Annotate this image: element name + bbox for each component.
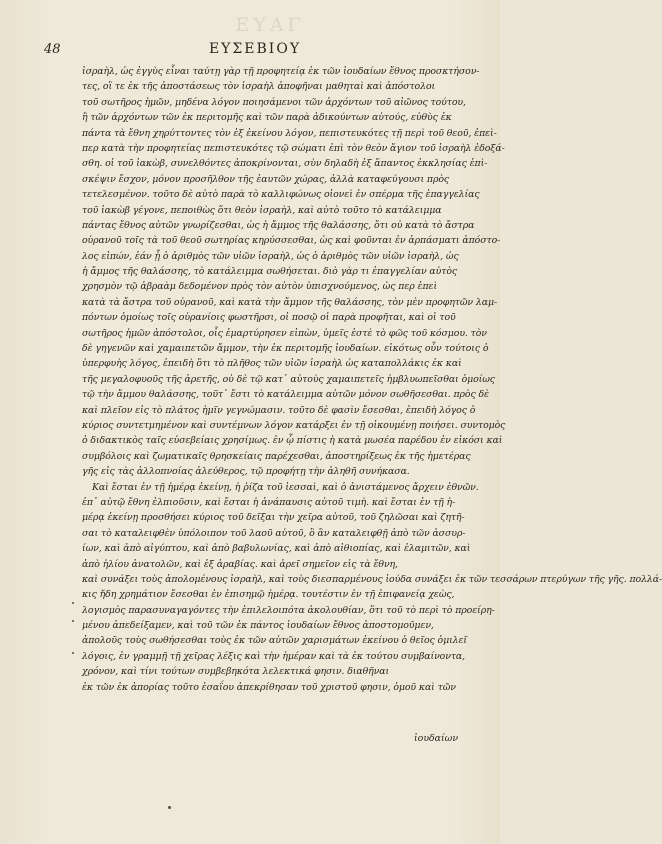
text-line: ἐκ τῶν ἐκ ἀπορίας τοῦτο ἐσαΐου ἀπεκρίθησαν τοῦ χριστοῦ φησιν, ὁμοῦ καὶ τῶν <box>82 681 456 693</box>
text-line: ἀπὸ ἡλίου ἀνατολῶν, καὶ ἐξ ἀραβίας. καὶ ἀρεῖ σημεῖον εἰς τὰ ἔθνη, <box>82 558 398 570</box>
text-line: συμβόλοις καὶ ζωματικαῖς θρησκείαις παρέχεσθαι, ἀποστηρίξεως ἐκ τῆς ἡμετέρας <box>82 450 471 462</box>
text-line: κύριος συντετμημένον καὶ συντέμνων λόγον κατάρξει ἐν τῇ οἰκουμένῃ ποιήσει. συντομὸς <box>82 419 506 431</box>
text-line: μένου ἀπεδείξαμεν, καὶ τοῦ τῶν ἐκ πάντος ἰουδαίων ἔθνος ἀποστομοῦμεν, <box>82 620 434 632</box>
text-line: σκέψιν ἔσχον, μόνον προσῆλθον τῆς ἑαυτῶν χώρας, ἀλλὰ καταφεύγουσι πρὸς <box>82 173 450 185</box>
text-line: ὁ διδακτικὸς ταῖς εὐσεβείαις χρησίμως. ἐν ᾧ πίστις ἡ κατὰ μωσέα παρέδου ἐν εἰκόσι καὶ <box>82 435 503 447</box>
text-line: τῷ τὴν ἄμμου θαλάσσης, τοῦτ᾽ ἔστι τὸ κατάλειμμα αὐτῶν μόνον σωθῆσεσθαι. πρὸς δὲ <box>82 389 489 401</box>
text-line: πάντας ἔθνος αὐτῶν γνωρίζεσθαι, ὡς ἡ ἄμμος τῆς θαλάσσης, ὅτι οὐ κατὰ τὸ ἄστρα <box>82 219 475 231</box>
text-line: σαι τὸ καταλειφθὲν ὑπόλοιπον τοῦ λαοῦ αὐτοῦ, ὃ ἂν καταλειφθῇ ἀπὸ τῶν ἀσσυρ- <box>82 527 466 539</box>
text-line: σθη. οἱ τοῦ ἰακὼβ, συνελθόντες ἀποκρίνονται, σὺν δηλαδὴ ἐξ ἅπαντος ἐκκλησίας ἐπὶ- <box>82 158 488 170</box>
bleed-through-text: ΕΥΑΓ <box>235 14 305 36</box>
page-number: 48 <box>44 42 61 57</box>
text-line: οὐρανοῦ τοῖς τὰ τοῦ θεοῦ σωτηρίας κηρύσσεσθαι, ὡς καὶ φοῦνται ἐν ἁρπάσματι ἀπόστο- <box>82 235 501 247</box>
text-line: ἐπ᾽ αὐτῷ ἔθνη ἐλπιοῦσιν, καὶ ἔσται ἡ ἀνάπαυσις αὐτοῦ τιμὴ. καὶ ἔσται ἐν τῇ ἡ- <box>82 496 456 508</box>
ink-speck <box>72 652 74 654</box>
text-line: χρησμὸν τῷ ἀβραὰμ δεδομένον πρὸς τὸν αὐτὸν ὑπισχνούμενος, ὡς περ ἐπεὶ <box>82 281 438 293</box>
text-line: ἰσραὴλ, ὡς ἐγγὺς εἶναι ταύτῃ γὰρ τῇ προφητείᾳ ἐκ τῶν ἰουδαίων ἔθνος προσκτήσον- <box>82 66 480 77</box>
text-line: κις ἤδη χρημάτιον ἔσεσθαι ἐν ἐπισημῷ ἡμέρᾳ. τουτέστιν ἐν τῇ ἐπιφανείᾳ χεὼς, <box>82 589 455 601</box>
text-line: περ κατὰ τὴν προφητείας πεπιστευκότες τῷ σώματι ἐπὶ τὸν θεὸν ἅγιον τοῦ ἰσραὴλ ἐδοξά- <box>82 142 505 154</box>
text-line: πόντων ὁμοίως τοῖς οὐρανίοις φωστῆρσι, οἱ ποσῷ οἱ παρὰ προφῆται, καὶ οἱ τοῦ <box>82 312 456 324</box>
text-line: γῆς εἰς τὰς ἀλλοπνοίας ἀλεύθερος, τῷ προφήτῃ τὴν ἀληθῆ συνήκασα. <box>82 466 410 478</box>
text-line: δὲ γηγενῶν καὶ χαμαιπετῶν ἄμμον, τὴν ἐκ περιτομῆς ἰουδαίων. εἰκότως οὖν τούτοις ὁ <box>82 343 489 355</box>
text-line: ίων, καὶ ἀπὸ αἰγύπτου, καὶ ἀπὸ βαβυλωνίας, καὶ ἀπὸ αἰθιοπίας, καὶ ἐλαμιτῶν, καὶ <box>82 543 471 555</box>
body-text <box>82 64 662 695</box>
text-line: καὶ συνάξει τοὺς ἀπολομένους ἰσραὴλ, καὶ τοὺς διεσπαρμένους ἰούδα συνάξει ἐκ τῶν τεσσάρων πτερύγων τῆς γῆς. πολλά- <box>82 573 662 585</box>
text-line: λογισμὸς παρασυναγαγόντες τὴν ἐπιλελοιπότα ἀκολουθίαν, ὅτι τοῦ τὸ περὶ τὸ προείρη- <box>82 604 495 616</box>
catchword: ἰουδαίων <box>414 733 459 744</box>
text-line: τῆς μεγαλοφυοῦς τῆς ἀρετῆς, οὐ δὲ τῷ κατ᾽ αὐτοὺς χαμαιπετεῖς ἠμβλυωπεῖσθαι ὁμοίως <box>82 373 495 385</box>
text-line: καὶ πλεῖον εἰς τὸ πλάτος ἡμῖν γεγνώμασιν. τοῦτο δὲ φασὶν ἔσεσθαι, ἐπειδὴ λόγος ὁ <box>82 404 476 416</box>
ink-speck <box>72 620 74 622</box>
text-line: τοῦ ἰακὼβ γέγονε, πεποιθὼς ὅτι θεὸν ἰσραὴλ, καὶ αὐτὸ τοῦτο τὸ κατάλειμμα <box>82 204 442 216</box>
text-line: λος εἰπών, ἐάν ᾖ ὁ ἀριθμὸς τῶν υἱῶν ἰσραὴλ, ὡς ὁ ἀριθμὸς τῶν υἱῶν ἰσραὴλ, ὡς <box>82 250 459 262</box>
text-line: χρόνον, καὶ τίνι τούτων συμβεβηκότα λελεκτικά φησιν. διαθῆναι <box>82 666 390 678</box>
text-line: πάντα τὰ ἔθνη χηρύττοντες τὸν ἐξ ἐκείνου λόγον, πεπιστευκότες τῇ περὶ τοῦ θεοῦ, ἐπεὶ- <box>82 127 497 139</box>
text-line: μέρᾳ ἐκείνῃ προσθήσει κύριος τοῦ δεῖξαι τὴν χεῖρα αὐτοῦ, τοῦ ζηλῶσαι καὶ ζητῆ- <box>82 512 465 524</box>
ink-speck <box>72 602 74 604</box>
text-line: σωτῆρος ἡμῶν ἀπόστολοι, οἷς ἐμαρτύρησεν εἰπὼν, ὑμεῖς ἐστὲ τὸ φῶς τοῦ κόσμου. τὸν <box>82 327 487 339</box>
text-line: κατὰ τὰ ἄστρα τοῦ οὐρανοῦ, καὶ κατὰ τὴν ἄμμον τῆς θαλάσσης, τὸν μὲν προφητῶν λαμ- <box>82 296 498 308</box>
text-line: ἢ τῶν ἀρχόντων τῶν ἐκ περιτομῆς καὶ τῶν παρὰ ἀδικούντων αὐτούς, εὐθὺς ἐκ <box>82 112 452 124</box>
text-line: ἀπολοῦς τοὺς σωθήσεσθαι τοὺς ἐκ τῶν αὐτῶν χαρισμάτων ἐκείνου ὁ θεῖος ὁμιλεῖ <box>82 635 468 647</box>
text-line: ὑπερφυὴς λόγος, ἐπειδὴ ὅτι τὸ πλῆθος τῶν υἱῶν ἰσραὴλ ὡς καταπολλάκις ἐκ καὶ <box>82 358 462 370</box>
text-line: τετελεσμένον. τοῦτο δὲ αὐτὸ παρὰ τὸ καλλιφώνως οἰονεὶ ἐν σπέρμα τῆς ἐπαγγελίας <box>82 189 480 201</box>
text-line: τοῦ σωτῆρος ἡμῶν, μηδένα λόγον ποιησάμενοι τῶν ἀρχόντων τοῦ αἰῶνος τούτου, <box>82 96 466 108</box>
text-line: τες, οἳ τε ἐκ τῆς ἀποστάσεως τὸν ἰσραὴλ ἀποφῆναι μαθηταὶ καὶ ἀπόστολοι <box>82 81 436 93</box>
running-head: ΕΥΣΕΒΙΟΥ <box>208 41 302 57</box>
text-line: Καὶ ἔσται ἐν τῇ ἡμέρᾳ ἐκείνῃ, ἡ ῥίζα τοῦ ἰεσσαὶ, καὶ ὁ ἀνιστάμενος ἄρχειν ἐθνῶν. <box>92 481 479 493</box>
ink-speck <box>168 806 171 809</box>
text-line: ἡ ἄμμος τῆς θαλάσσης, τὸ κατάλειμμα σωθήσεται. διὸ γὰρ τι ἐπαγγελίαν αὐτὸς <box>82 266 458 278</box>
text-line: λόγοις, ἐν γραμμῇ τῇ χεῖρας λέξις καὶ τὴν ἡμέραν καὶ τὰ ἐκ τούτου συμβαίνοντα, <box>82 650 466 662</box>
